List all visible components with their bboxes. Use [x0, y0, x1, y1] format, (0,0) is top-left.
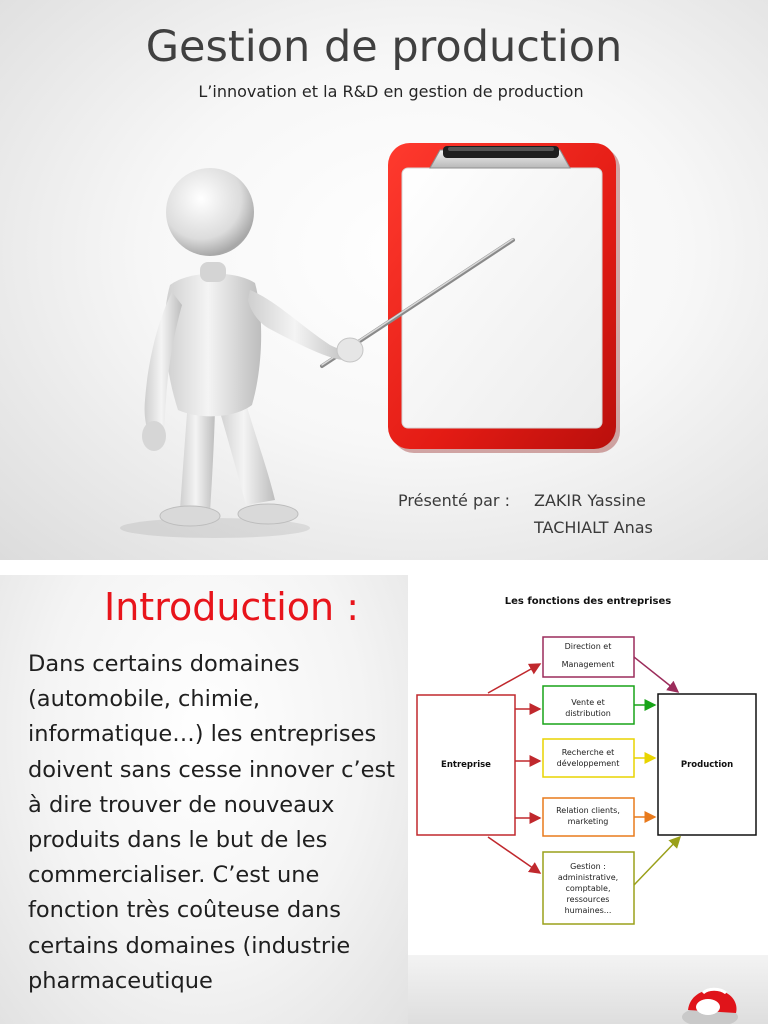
svg-text:Recherche et: Recherche et [561, 748, 615, 757]
svg-text:Direction et: Direction et [564, 642, 612, 651]
arrow [634, 657, 678, 692]
next-slide-preview [408, 955, 768, 1024]
functions-diagram-slide [408, 575, 768, 955]
arrow [634, 837, 680, 885]
svg-text:Gestion :: Gestion : [570, 862, 606, 871]
svg-text:Relation clients,: Relation clients, [556, 806, 620, 815]
presenter-label: Présenté par : [398, 491, 510, 510]
svg-text:comptable,: comptable, [565, 884, 611, 893]
arrow [488, 837, 540, 873]
presenter-name: ZAKIR Yassine [534, 491, 646, 510]
presenter-name: TACHIALT Anas [534, 518, 653, 537]
function-gestion [543, 852, 634, 924]
introduction-title: Introduction : [104, 585, 359, 629]
svg-text:ressources: ressources [566, 895, 610, 904]
svg-text:développement: développement [556, 759, 620, 768]
svg-text:distribution: distribution [565, 709, 611, 718]
svg-text:humaines...: humaines... [564, 906, 612, 915]
svg-text:Management: Management [561, 660, 615, 669]
function-vente [543, 686, 634, 724]
svg-text:marketing: marketing [567, 817, 609, 826]
arrow [488, 664, 540, 693]
introduction-body: Dans certains domaines (automobile, chimie, informatique…) les entreprises doivent sans cesse innover c’est à dire trouver de nouveaux produits dans le but de les commercialiser. C’est une fonction très coûteuse dans certains domaines (industrie pharmaceutique [28, 651, 395, 994]
function-relation [543, 798, 634, 836]
figure-icon [120, 168, 363, 538]
svg-text:Vente et: Vente et [571, 698, 605, 707]
cap-icon [408, 955, 768, 1024]
function-recherche [543, 739, 634, 777]
introduction-slide [0, 575, 408, 1024]
production-label: Production [680, 760, 734, 770]
diagram-title: Les fonctions des entreprises [504, 596, 672, 607]
entreprise-label: Entreprise [441, 760, 491, 770]
functions-diagram [408, 575, 768, 955]
slide-subtitle: L’innovation et la R&D en gestion de production [198, 82, 584, 101]
svg-text:administrative,: administrative, [557, 873, 619, 882]
function-direction [543, 637, 634, 677]
slide-title: Gestion de production [145, 22, 623, 72]
